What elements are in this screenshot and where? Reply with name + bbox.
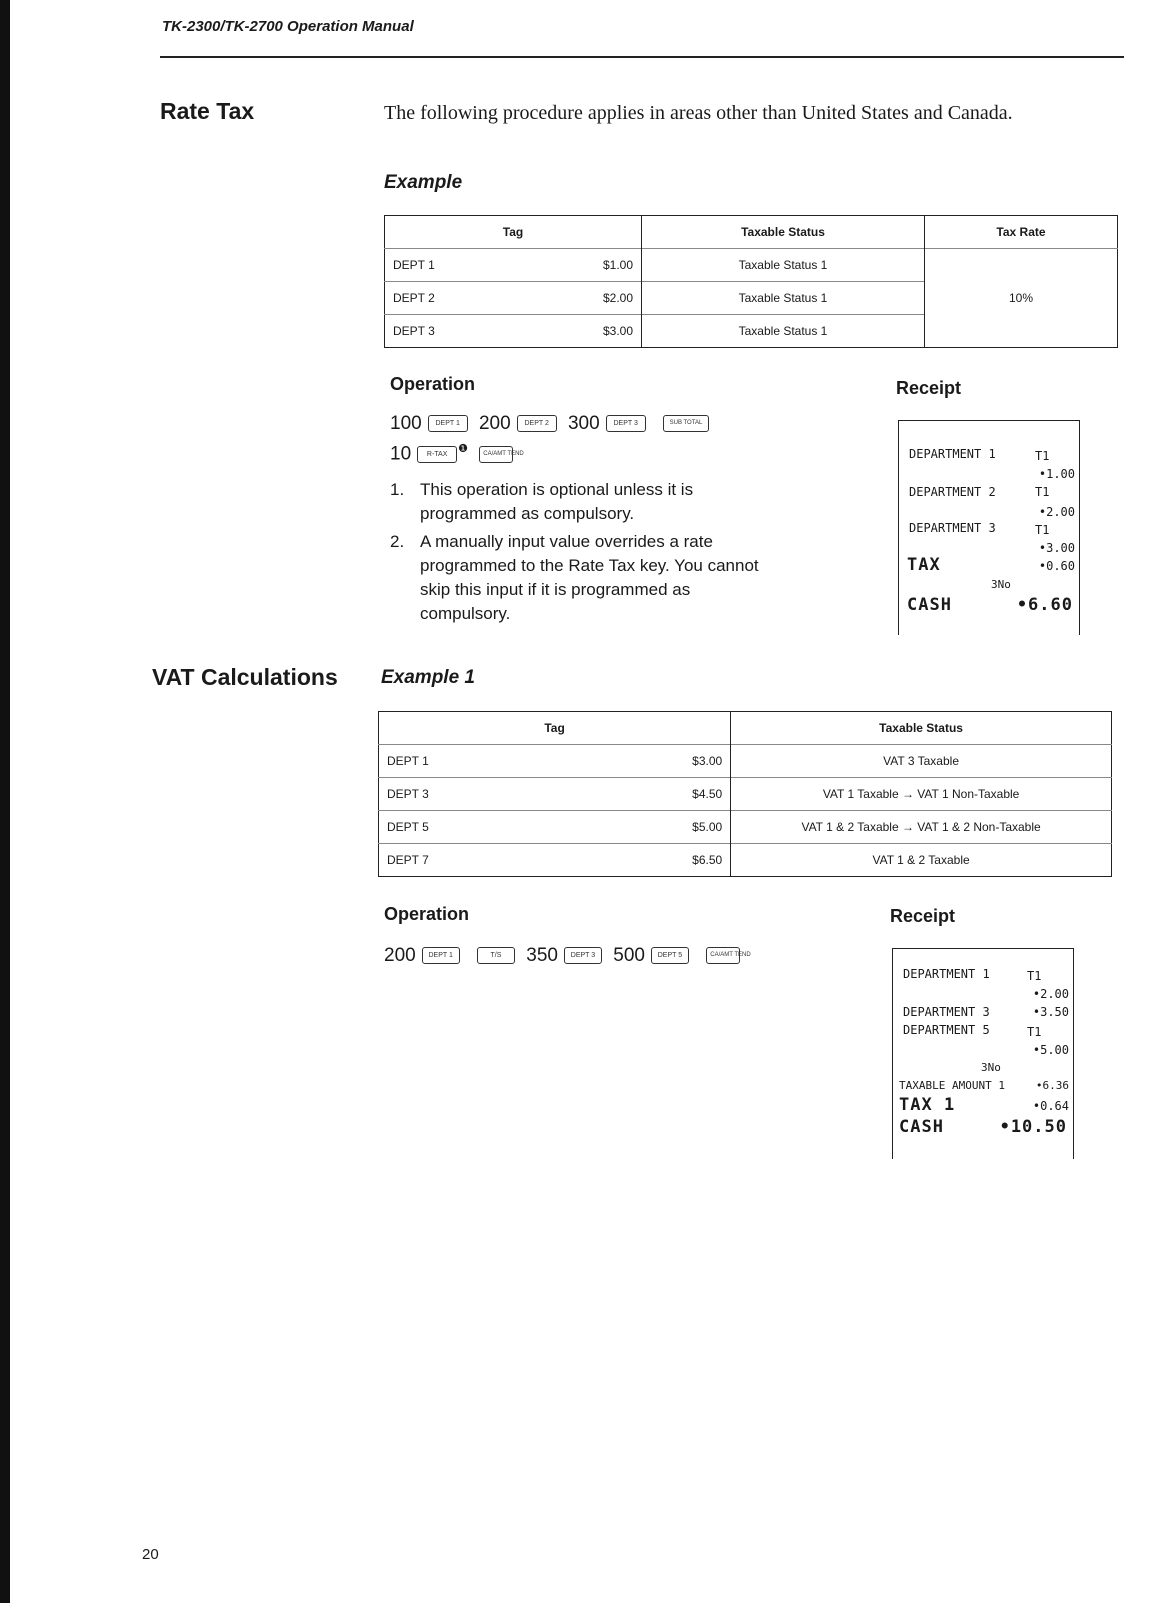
- receipt-amount-dept1: •1.00: [1038, 467, 1075, 481]
- vat-receipt: [892, 948, 1074, 1159]
- receipt-line-dept3: DEPARTMENT 3: [903, 1005, 990, 1019]
- rate-tax-note-2: [390, 530, 770, 630]
- page-number: 20: [142, 1546, 159, 1563]
- receipt-amount-dept5: •5.00: [1032, 1043, 1069, 1057]
- amount-entry: 200: [384, 945, 416, 966]
- dept1-key-icon: DEPT 1: [428, 415, 468, 432]
- vat-operation-line: [384, 944, 751, 968]
- rate-tax-note-1: [390, 478, 770, 528]
- col-header-tag: Tag: [385, 216, 642, 249]
- dept3-key-icon: DEPT 3: [606, 415, 646, 432]
- rtax-key-icon: R-TAX: [417, 446, 457, 463]
- cell-tax-rate: 10%: [925, 249, 1118, 348]
- cell-dept: DEPT 1: [379, 745, 575, 778]
- rate-tax-intro: The following procedure applies in areas other than United States and Canada.: [384, 102, 1013, 124]
- amount-entry: 500: [613, 945, 645, 966]
- taxable-status-key-icon: T/S: [477, 947, 515, 964]
- receipt-item-count: 3No: [991, 578, 1011, 591]
- receipt-tax-label: TAX 1: [899, 1095, 956, 1115]
- cell-status: Taxable Status 1: [642, 315, 925, 348]
- rate-tax-operation-title: Operation: [390, 374, 476, 394]
- rate-tax-receipt-title: Receipt: [896, 378, 962, 398]
- receipt-line-dept5: DEPARTMENT 5: [903, 1023, 990, 1037]
- dept2-key-icon: DEPT 2: [517, 415, 557, 432]
- receipt-tax-amount: •0.64: [1032, 1099, 1069, 1113]
- receipt-tax-flag: T1: [1027, 1025, 1042, 1039]
- col-header-taxable-status: Taxable Status: [879, 721, 963, 735]
- col-header-tax-rate: Tax Rate: [996, 225, 1046, 239]
- receipt-line-dept1: DEPARTMENT 1: [903, 967, 990, 981]
- note-text: This operation is optional unless it is programmed as compulsory.: [420, 480, 694, 523]
- cell-price: $1.00: [527, 249, 642, 282]
- cell-price: $4.50: [574, 778, 730, 811]
- cell-price: $3.00: [527, 315, 642, 348]
- note-marker-icon: ❶: [458, 443, 469, 455]
- vat-table: [378, 711, 1112, 877]
- receipt-line-dept3: DEPARTMENT 3: [909, 521, 996, 535]
- cell-dept: DEPT 7: [379, 844, 575, 877]
- cell-price: $6.50: [574, 844, 730, 877]
- rate-tax-operation-line1: [390, 412, 715, 436]
- rate-tax-operation-line2: [390, 437, 524, 466]
- receipt-line-dept1: DEPARTMENT 1: [909, 447, 996, 461]
- receipt-tax-flag: T1: [1035, 449, 1050, 463]
- receipt-amount-dept2: •2.00: [1038, 505, 1075, 519]
- receipt-tax-amount: •0.60: [1038, 559, 1075, 573]
- receipt-amount-dept1: •2.00: [1032, 987, 1069, 1001]
- rate-tax-table: [384, 215, 1118, 348]
- vat-example-label: Example 1: [381, 667, 475, 688]
- dept3-key-icon: DEPT 3: [564, 947, 602, 964]
- cell-status: Taxable Status 1: [642, 249, 925, 282]
- table-row: [385, 249, 1118, 282]
- receipt-item-count: 3No: [981, 1061, 1001, 1074]
- amount-entry: 10: [390, 443, 412, 465]
- vat-receipt-title: Receipt: [890, 906, 956, 926]
- cell-status: VAT 1 & 2 Taxable: [731, 844, 1112, 877]
- rate-tax-example-label: Example: [384, 172, 463, 193]
- cash-key-icon: CA/AMT TEND: [706, 947, 740, 964]
- rate-tax-title: Rate Tax: [160, 98, 255, 124]
- table-row: [379, 844, 1112, 877]
- cell-dept: DEPT 3: [385, 315, 527, 348]
- cell-price: $3.00: [574, 745, 730, 778]
- cash-key-icon: CA/AMT TEND: [479, 446, 513, 463]
- amount-entry: 100: [390, 413, 422, 434]
- note-number: 2.: [390, 532, 405, 551]
- receipt-tax-flag: T1: [1035, 485, 1050, 499]
- amount-entry: 200: [478, 413, 511, 434]
- vat-operation-title: Operation: [384, 904, 470, 924]
- vat-calculations-title: VAT Calculations: [152, 664, 338, 690]
- cell-price: $5.00: [574, 811, 730, 844]
- table-row: [379, 745, 1112, 778]
- note-number: 1.: [390, 480, 405, 499]
- dept1-key-icon: DEPT 1: [422, 947, 460, 964]
- subtotal-key-icon: SUB TOTAL: [663, 415, 709, 432]
- receipt-cash-amount: •10.50: [999, 1117, 1067, 1137]
- table-row: [379, 811, 1112, 844]
- receipt-amount-dept3: •3.00: [1038, 541, 1075, 555]
- receipt-cash-label: CASH: [899, 1117, 944, 1137]
- cell-price: $2.00: [527, 282, 642, 315]
- manual-header-title: TK-2300/TK-2700 Operation Manual: [162, 18, 414, 35]
- receipt-tax-label: TAX: [907, 555, 941, 575]
- col-header-taxable-status: Taxable Status: [642, 216, 925, 249]
- header-rule: [160, 56, 1124, 58]
- cell-status: VAT 3 Taxable: [731, 745, 1112, 778]
- cell-dept: DEPT 1: [385, 249, 527, 282]
- receipt-taxable-amount-label: TAXABLE AMOUNT 1: [899, 1079, 1005, 1092]
- cell-status: VAT 1 Taxable → VAT 1 Non-Taxable: [731, 778, 1112, 811]
- receipt-cash-label: CASH: [907, 595, 952, 615]
- receipt-tax-flag: T1: [1027, 969, 1042, 983]
- cell-dept: DEPT 3: [379, 778, 575, 811]
- receipt-cash-amount: •6.60: [1016, 595, 1073, 615]
- col-header-tag: Tag: [379, 712, 731, 745]
- amount-entry: 300: [567, 413, 600, 434]
- note-text: A manually input value overrides a rate programmed to the Rate Tax key. You cannot skip this input if it is programmed as compulsory.: [420, 532, 759, 623]
- amount-entry: 350: [526, 945, 558, 966]
- receipt-tax-flag: T1: [1035, 523, 1050, 537]
- dept5-key-icon: DEPT 5: [651, 947, 689, 964]
- rate-tax-receipt: [898, 420, 1080, 635]
- cell-status: VAT 1 & 2 Taxable → VAT 1 & 2 Non-Taxable: [731, 811, 1112, 844]
- cell-dept: DEPT 5: [379, 811, 575, 844]
- scan-edge: [0, 0, 10, 1603]
- table-row: [379, 778, 1112, 811]
- receipt-line-dept2: DEPARTMENT 2: [909, 485, 996, 499]
- cell-dept: DEPT 2: [385, 282, 527, 315]
- receipt-amount-dept3: •3.50: [1032, 1005, 1069, 1019]
- receipt-taxable-amount: •6.36: [1035, 1079, 1069, 1092]
- cell-status: Taxable Status 1: [642, 282, 925, 315]
